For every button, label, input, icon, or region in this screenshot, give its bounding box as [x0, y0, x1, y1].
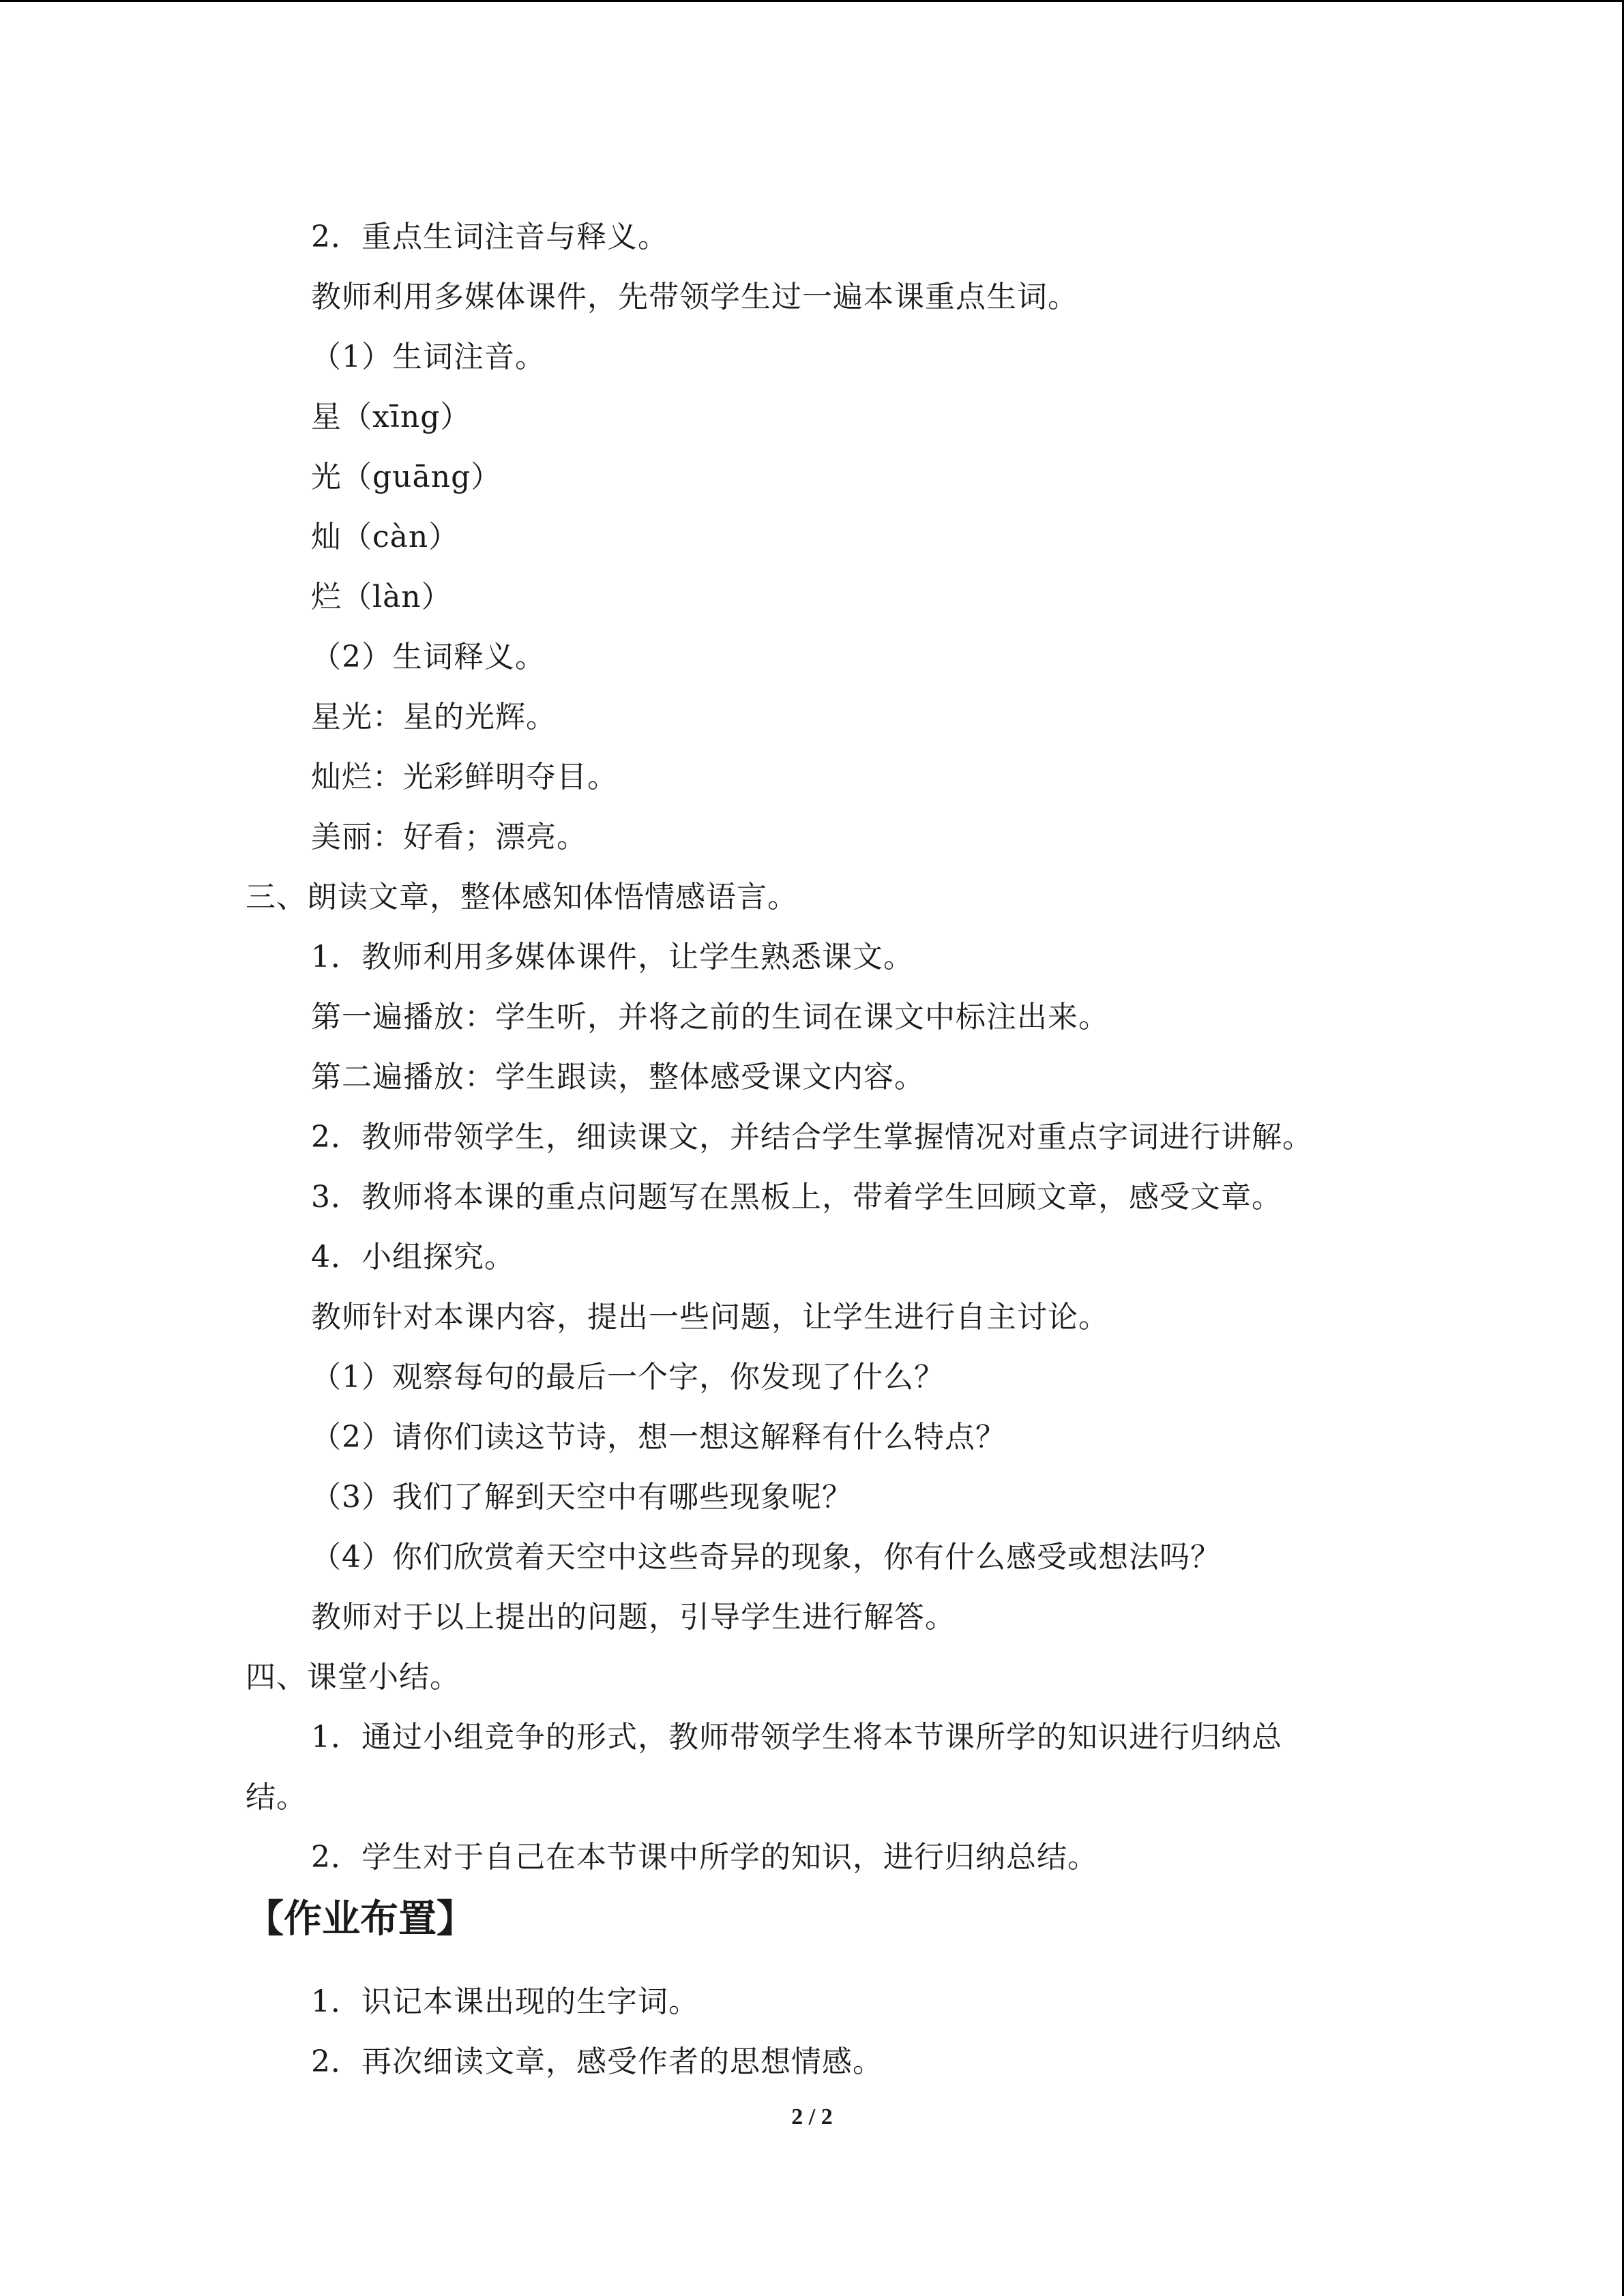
paragraph-line: 星（xīng）	[311, 400, 471, 434]
paragraph-line-continuation: 结。	[246, 1780, 307, 1815]
paragraph-line: 2．教师带领学生，细读课文，并结合学生掌握情况对重点字词进行讲解。	[311, 1120, 1313, 1154]
paragraph-line: 第二遍播放：学生跟读，整体感受课文内容。	[311, 1060, 925, 1094]
paragraph-line: 2．学生对于自己在本节课中所学的知识，进行归纳总结。	[311, 1840, 1098, 1875]
homework-item: 1．识记本课出现的生字词。	[311, 1984, 699, 2019]
page-number: 2 / 2	[791, 2104, 833, 2130]
question-line: （2）请你们读这节诗，想一想这解释有什么特点？	[311, 1420, 1006, 1455]
paragraph-line: （2）生词释义。	[311, 640, 546, 674]
question-line: （3）我们了解到天空中有哪些现象呢？	[311, 1480, 853, 1515]
paragraph-line: 美丽：好看；漂亮。	[311, 820, 587, 854]
section-heading-line: 四、课堂小结。	[246, 1660, 460, 1695]
paragraph-line: 星光：星的光辉。	[311, 700, 557, 734]
paragraph-line: 第一遍播放：学生听，并将之前的生词在课文中标注出来。	[311, 1000, 1109, 1034]
paragraph-line: 2．重点生词注音与释义。	[311, 220, 668, 254]
homework-heading: 【作业布置】	[246, 1897, 475, 1941]
paragraph-line: 光（guāng）	[311, 460, 502, 494]
paragraph-line: 1．教师利用多媒体课件，让学生熟悉课文。	[311, 940, 914, 974]
paragraph-line: （1）生词注音。	[311, 340, 546, 374]
paragraph-line: 4．小组探究。	[311, 1240, 515, 1274]
paragraph-line: 灿烂：光彩鲜明夺目。	[311, 760, 618, 794]
paragraph-line: 烂（làn）	[311, 580, 452, 614]
paragraph-line: 教师针对本课内容，提出一些问题，让学生进行自主讨论。	[311, 1300, 1109, 1335]
paragraph-line: 教师对于以上提出的问题，引导学生进行解答。	[311, 1600, 956, 1635]
paragraph-line: 3．教师将本课的重点问题写在黑板上，带着学生回顾文章，感受文章。	[311, 1180, 1282, 1214]
paragraph-line: 1．通过小组竞争的形式，教师带领学生将本节课所学的知识进行归纳总	[311, 1720, 1282, 1755]
paragraph-line: 灿（càn）	[311, 520, 460, 554]
question-line: （4）你们欣赏着天空中这些奇异的现象，你有什么感受或想法吗？	[311, 1540, 1221, 1575]
question-line: （1）观察每句的最后一个字，你发现了什么？	[311, 1360, 945, 1395]
section-heading-line: 三、朗读文章，整体感知体悟情感语言。	[246, 880, 798, 914]
homework-item: 2．再次细读文章，感受作者的思想情感。	[311, 2044, 883, 2079]
paragraph-line: 教师利用多媒体课件，先带领学生过一遍本课重点生词。	[311, 280, 1078, 314]
